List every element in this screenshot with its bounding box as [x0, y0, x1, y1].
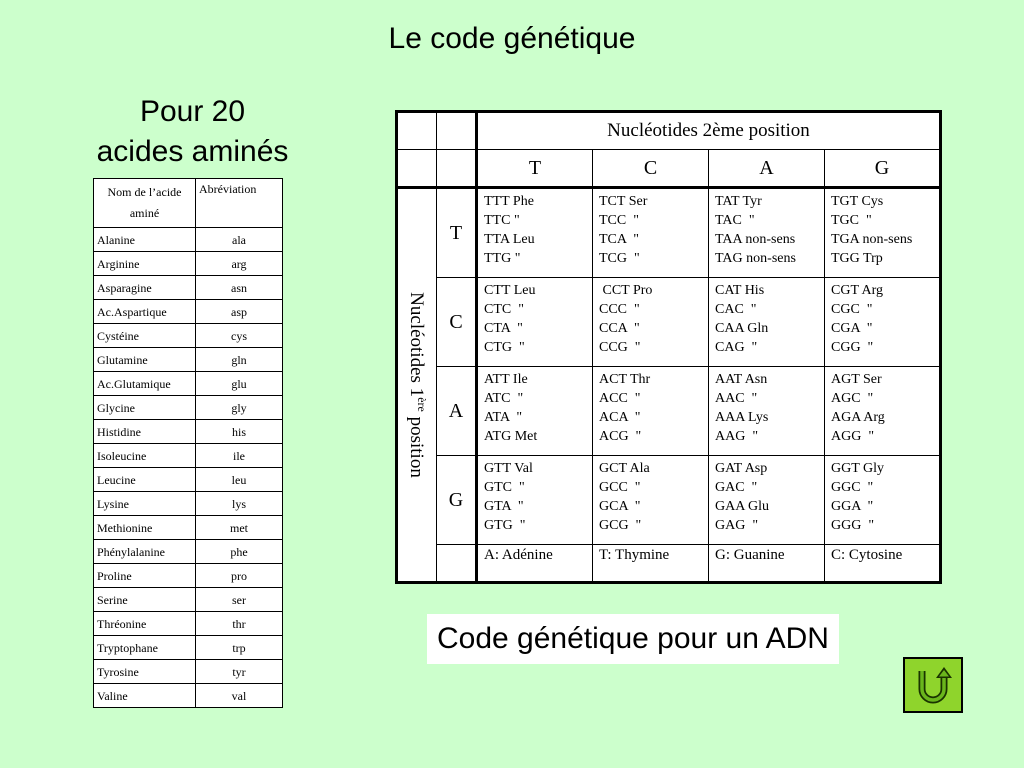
empty-cell [437, 545, 477, 583]
amino-acid-name: Arginine [94, 252, 196, 276]
amino-acid-name: Tyrosine [94, 660, 196, 684]
table-row [94, 636, 283, 660]
codon-cell: GAT Asp GAC " GAA Glu GAG " [709, 456, 825, 545]
first-position-label-cell [397, 188, 437, 583]
amino-acid-abbreviation: met [196, 516, 283, 540]
first-position-label-superscript: ère [415, 397, 430, 412]
amino-acid-abbreviation: ile [196, 444, 283, 468]
amino-acid-abbreviation: asn [196, 276, 283, 300]
amino-acid-name: Glutamine [94, 348, 196, 372]
table-row [94, 588, 283, 612]
corner-cell [437, 112, 477, 150]
table-row [94, 564, 283, 588]
amino-acid-abbreviation: gly [196, 396, 283, 420]
amino-acid-name: Ac.Aspartique [94, 300, 196, 324]
amino-acid-name: Asparagine [94, 276, 196, 300]
codon-cell: CCT Pro CCC " CCA " CCG " [593, 278, 709, 367]
u-turn-back-arrow-icon [911, 663, 955, 707]
amino-acid-abbreviation: trp [196, 636, 283, 660]
second-position-letter: C [593, 150, 709, 188]
table-row [94, 492, 283, 516]
table-row [94, 420, 283, 444]
codon-cell: TAT Tyr TAC " TAA non-sens TAG non-sens [709, 188, 825, 278]
second-position-letter: A [709, 150, 825, 188]
amino-acid-name: Cystéine [94, 324, 196, 348]
table-row [94, 300, 283, 324]
legend-cell: C: Cytosine [825, 545, 941, 583]
first-position-label-suffix: position [405, 411, 427, 478]
legend-cell: A: Adénine [477, 545, 593, 583]
table-row [94, 228, 283, 252]
amino-acid-name: Glycine [94, 396, 196, 420]
codon-cell: ACT Thr ACC " ACA " ACG " [593, 367, 709, 456]
second-position-letter: T [477, 150, 593, 188]
subtitle-line-2: acides aminés [96, 135, 289, 168]
first-position-letter: A [437, 367, 477, 456]
codon-cell: AGT Ser AGC " AGA Arg AGG " [825, 367, 941, 456]
amino-acid-abbreviation: ser [196, 588, 283, 612]
table-row [94, 372, 283, 396]
amino-acid-table [93, 178, 283, 708]
first-position-label [405, 292, 429, 478]
table-row [94, 516, 283, 540]
table-row [94, 660, 283, 684]
amino-acid-name: Tryptophane [94, 636, 196, 660]
amino-acid-name: Isoleucine [94, 444, 196, 468]
codon-cell: TGT Cys TGC " TGA non-sens TGG Trp [825, 188, 941, 278]
subtitle-line-1: Pour 20 [139, 95, 246, 128]
corner-cell [397, 112, 437, 150]
amino-acid-name: Phénylalanine [94, 540, 196, 564]
codon-cell: TTT Phe TTC " TTA Leu TTG " [477, 188, 593, 278]
legend-cell: G: Guanine [709, 545, 825, 583]
header-amino-acid-name: Nom de l’acide aminé [94, 179, 196, 228]
first-position-letter: T [437, 188, 477, 278]
amino-acid-name: Ac.Glutamique [94, 372, 196, 396]
table-row [94, 276, 283, 300]
second-position-letter: G [825, 150, 941, 188]
amino-acid-name: Histidine [94, 420, 196, 444]
amino-acid-name: Methionine [94, 516, 196, 540]
genetic-code-table [395, 110, 942, 584]
amino-acid-abbreviation: glu [196, 372, 283, 396]
table-row [94, 252, 283, 276]
codon-cell: GGT Gly GGC " GGA " GGG " [825, 456, 941, 545]
first-position-letter: G [437, 456, 477, 545]
codon-cell: GCT Ala GCC " GCA " GCG " [593, 456, 709, 545]
amino-acid-name: Leucine [94, 468, 196, 492]
table-row [94, 396, 283, 420]
amino-acid-abbreviation: asp [196, 300, 283, 324]
slide-subtitle [60, 92, 325, 172]
table-row [94, 540, 283, 564]
amino-acid-name: Alanine [94, 228, 196, 252]
corner-cell [437, 150, 477, 188]
codon-cell: ATT Ile ATC " ATA " ATG Met [477, 367, 593, 456]
table-row [94, 324, 283, 348]
legend-cell: T: Thymine [593, 545, 709, 583]
amino-acid-name: Serine [94, 588, 196, 612]
second-position-header: Nucléotides 2ème position [477, 112, 941, 150]
amino-acid-name: Proline [94, 564, 196, 588]
first-position-label-text: Nucléotides 1 [405, 292, 427, 398]
back-button[interactable] [903, 657, 963, 713]
codon-cell: AAT Asn AAC " AAA Lys AAG " [709, 367, 825, 456]
table-row [94, 612, 283, 636]
amino-acid-abbreviation: cys [196, 324, 283, 348]
amino-acid-abbreviation: tyr [196, 660, 283, 684]
amino-acid-abbreviation: pro [196, 564, 283, 588]
codon-cell: CGT Arg CGC " CGA " CGG " [825, 278, 941, 367]
header-abbreviation: Abréviation [196, 179, 283, 228]
amino-acid-abbreviation: leu [196, 468, 283, 492]
amino-acid-abbreviation: phe [196, 540, 283, 564]
amino-acid-name: Lysine [94, 492, 196, 516]
slide-title: Le code génétique [388, 22, 636, 55]
amino-acid-abbreviation: arg [196, 252, 283, 276]
corner-cell [397, 150, 437, 188]
amino-acid-table-body [94, 228, 283, 708]
amino-acid-name: Valine [94, 684, 196, 708]
amino-acid-table-header [94, 179, 283, 228]
table-row [94, 348, 283, 372]
table-caption: Code génétique pour un ADN [427, 614, 839, 664]
first-position-letter: C [437, 278, 477, 367]
codon-cell: TCT Ser TCC " TCA " TCG " [593, 188, 709, 278]
amino-acid-abbreviation: ala [196, 228, 283, 252]
codon-cell: CAT His CAC " CAA Gln CAG " [709, 278, 825, 367]
amino-acid-abbreviation: gln [196, 348, 283, 372]
table-row [94, 444, 283, 468]
table-row [94, 468, 283, 492]
codon-cell: GTT Val GTC " GTA " GTG " [477, 456, 593, 545]
amino-acid-abbreviation: lys [196, 492, 283, 516]
amino-acid-abbreviation: val [196, 684, 283, 708]
amino-acid-name: Thréonine [94, 612, 196, 636]
codon-cell: CTT Leu CTC " CTA " CTG " [477, 278, 593, 367]
table-row [94, 684, 283, 708]
amino-acid-abbreviation: his [196, 420, 283, 444]
amino-acid-abbreviation: thr [196, 612, 283, 636]
